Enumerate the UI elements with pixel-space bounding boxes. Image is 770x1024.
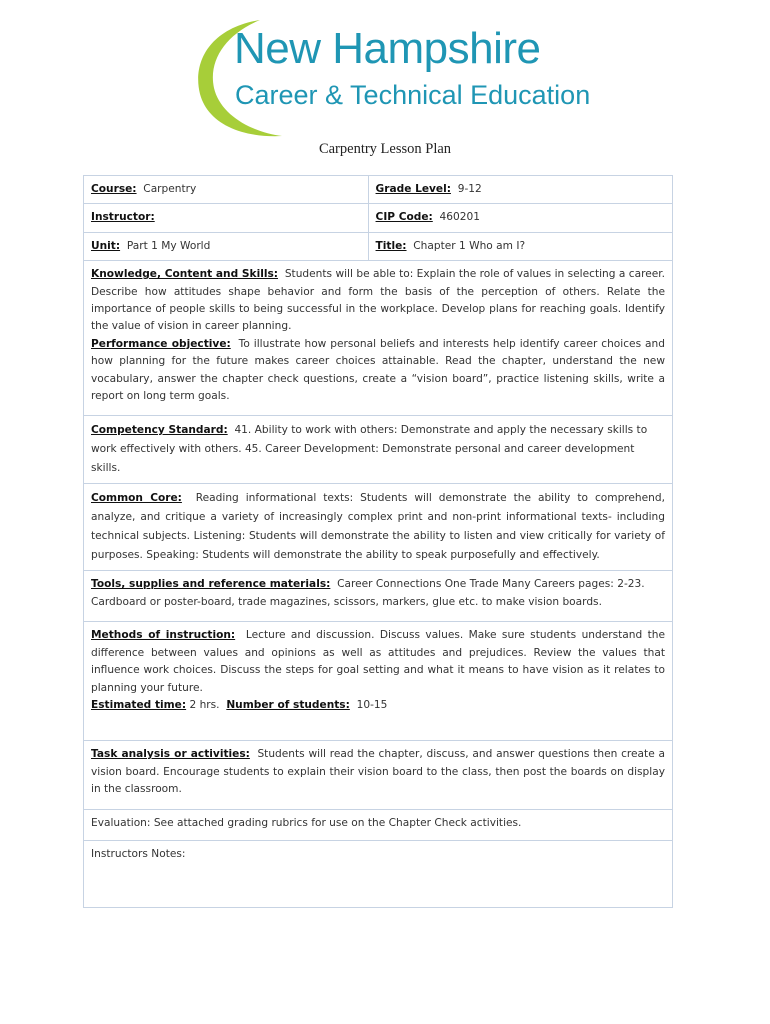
knowledge-label: Knowledge, Content and Skills: (91, 268, 279, 281)
lesson-plan-table (83, 175, 673, 908)
knowledge-performance-cell (84, 261, 673, 416)
number-of-students-value: 10-15 (356, 698, 388, 711)
table-row (84, 809, 673, 840)
table-row (84, 232, 673, 260)
common-core-label: Common Core: (91, 492, 182, 505)
logo-line-1: New Hampshire (234, 24, 541, 73)
logo-line-2: Career & Technical Education (235, 80, 591, 110)
course-cell (84, 176, 369, 204)
cip-code-cell (368, 204, 672, 232)
table-row (84, 204, 673, 232)
instructor-cell (84, 204, 369, 232)
methods-section (91, 627, 665, 697)
cip-code-value: 460201 (439, 211, 480, 224)
tools-cell (84, 571, 673, 622)
grade-level-label: Grade Level: (375, 183, 451, 195)
tools-label: Tools, supplies and reference materials: (91, 578, 331, 591)
course-label: Course: (91, 183, 137, 195)
estimated-section (91, 697, 665, 714)
knowledge-text: Students will be able to: Explain the role of values in selecting a career. Describe how attitudes shape behavior and form the basis of the perception of others. Relate the importance of people skills to being successful in the workplace. Develop plans for reaching goals. Identify the value of vision in career planning. (91, 268, 666, 333)
grade-level-cell (368, 176, 672, 204)
evaluation-cell (84, 809, 673, 840)
performance-section (91, 336, 665, 406)
table-row (84, 571, 673, 622)
task-text: Students will read the chapter, discuss, and answer questions then create a vision board. Encourage students to explain their vision board to the class, then post the boards on display in the classroom. (91, 748, 665, 796)
unit-value: Part 1 My World (126, 239, 211, 252)
common-core-text: Reading informational texts: Students will demonstrate the ability to comprehend, analyze, and critique a variety of increasingly complex print and non-print informational texts- including technical subjects. Listening: Students will demonstrate the ability to listen and view critically for variety of purposes. Speaking: Students will demonstrate the ability to speak purposefully and effectively. (91, 492, 665, 562)
grade-level-value: 9-12 (457, 183, 482, 195)
title-cell (368, 232, 672, 260)
competency-text: 41. Ability to work with others: Demonstrate and apply the necessary skills to work effectively with others. 45. Career Development: Demonstrate personal and career development skills. (91, 424, 648, 475)
evaluation-text: Evaluation: See attached grading rubrics for use on the Chapter Check activities. (91, 816, 522, 829)
table-row (84, 622, 673, 741)
knowledge-section (91, 266, 665, 336)
tools-text: Career Connections One Trade Many Careers pages: 2-23. Cardboard or poster-board, trade magazines, scissors, markers, glue etc. to make vision boards. (91, 578, 645, 608)
competency-cell (84, 416, 673, 484)
table-row (84, 261, 673, 416)
instructor-label: Instructor: (91, 211, 155, 224)
table-row (84, 741, 673, 809)
methods-text: Lecture and discussion. Discuss values. Make sure students understand the difference between values and opinions as well as attitudes and prejudices. Review the values that influence work choices. Discuss the steps for goal setting and what it means to have vision as it relates to planning your future. (91, 629, 665, 694)
nh-cte-logo (190, 14, 590, 142)
methods-cell (84, 622, 673, 741)
title-value: Chapter 1 Who am I? (413, 239, 526, 252)
table-row (84, 484, 673, 571)
table-row (84, 416, 673, 484)
number-of-students-label: Number of students: (226, 698, 350, 711)
methods-label: Methods of instruction: (91, 629, 236, 642)
performance-label: Performance objective: (91, 337, 231, 350)
unit-label: Unit: (91, 239, 121, 252)
page-title: Carpentry Lesson Plan (318, 141, 452, 157)
cip-code-label: CIP Code: (375, 211, 433, 224)
instructors-notes-label: Instructors Notes: (91, 847, 186, 860)
common-core-cell (84, 484, 673, 571)
performance-text: To illustrate how personal beliefs and interests help identify career choices and how planning for the future makes career choices attainable. Read the chapter, understand the new vocabulary, answer the chapter check questions, create a “vision board”, practice listening skills, write a report on long term goals. (91, 337, 665, 403)
estimated-time-label: Estimated time: (91, 698, 187, 711)
unit-cell (84, 232, 369, 260)
course-value: Carpentry (143, 183, 197, 195)
table-row (84, 176, 673, 204)
competency-label: Competency Standard: (91, 424, 228, 437)
task-cell (84, 741, 673, 809)
instructors-notes-cell (84, 840, 673, 907)
title-label: Title: (375, 239, 407, 252)
estimated-time-value: 2 hrs. (189, 698, 220, 711)
table-row (84, 840, 673, 907)
task-label: Task analysis or activities: (91, 748, 250, 761)
